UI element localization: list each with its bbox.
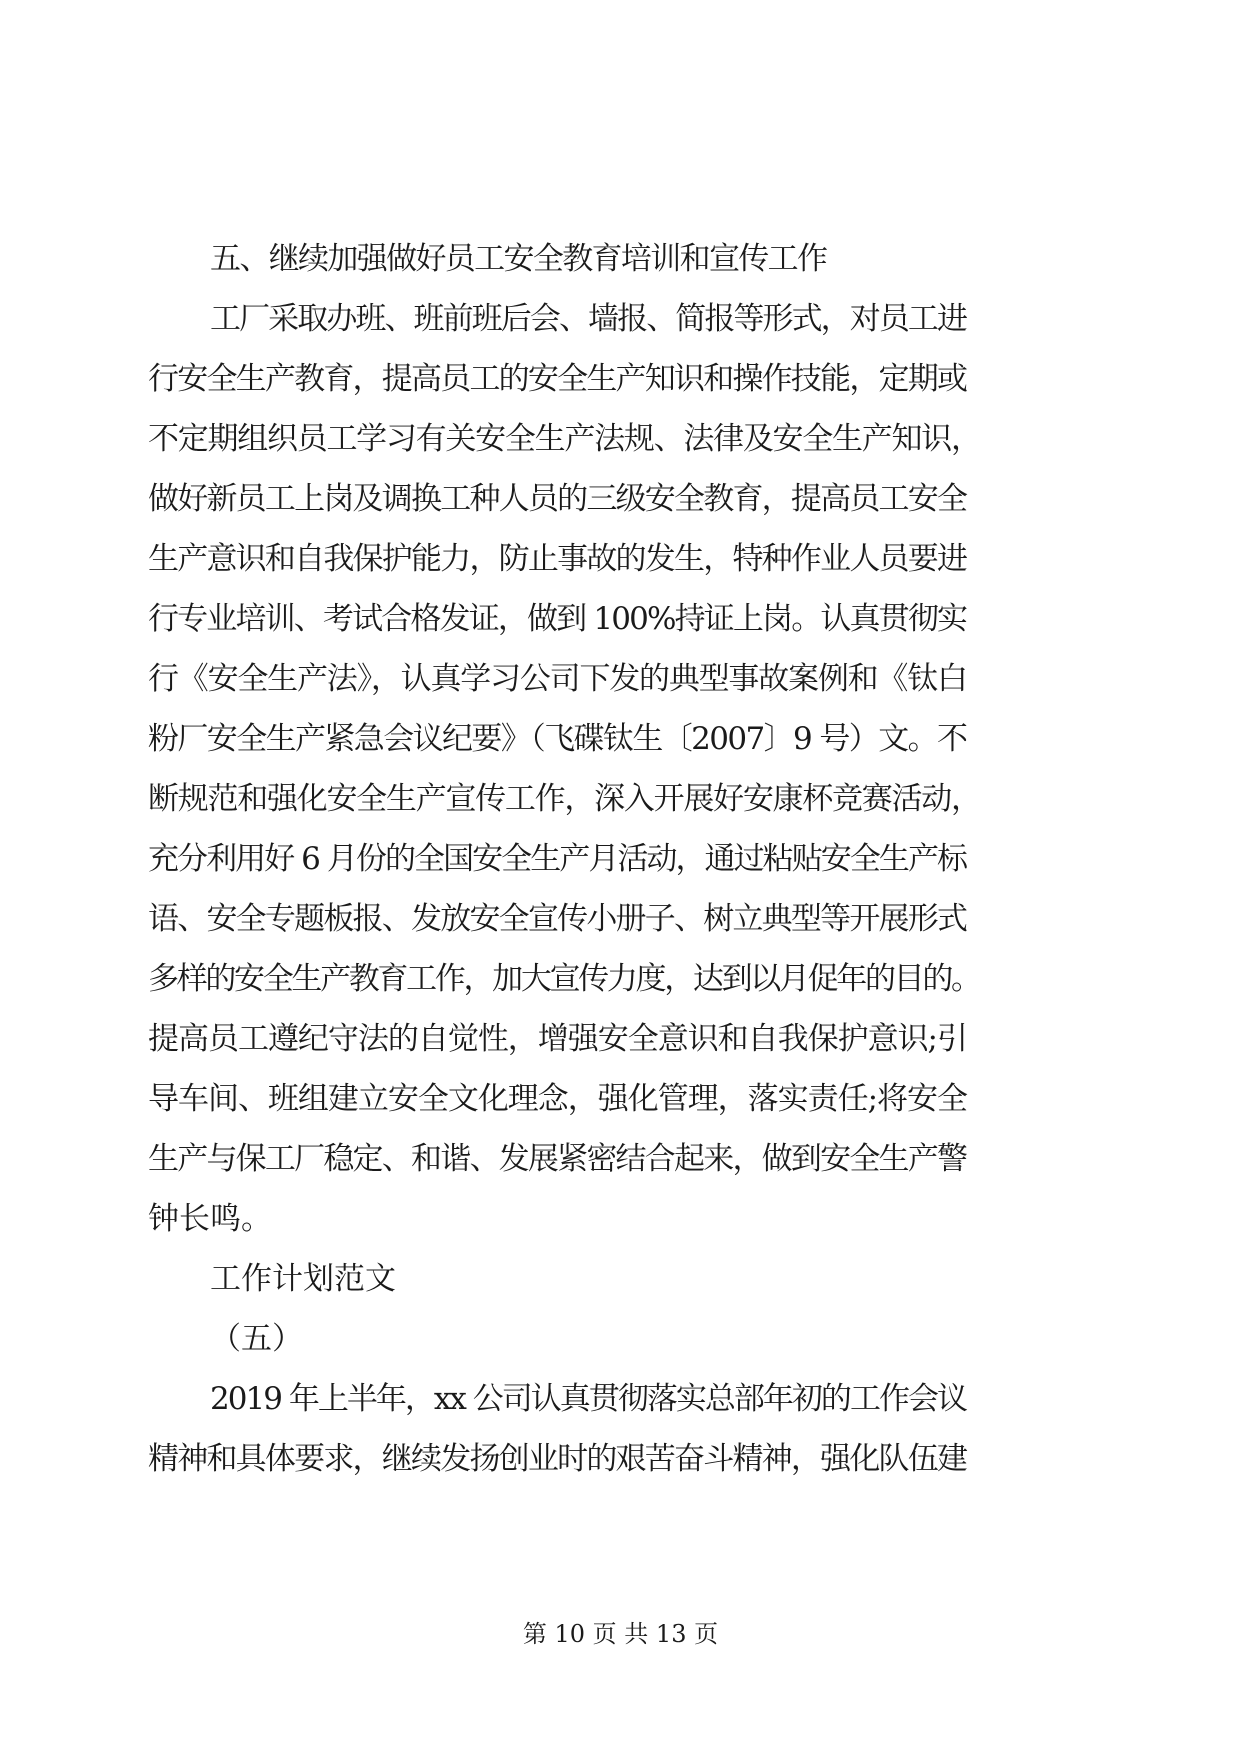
text-line-content: 行安全生产教育，提高员工的安全生产知识和操作技能，定期或: [148, 361, 967, 397]
text-line: [0, 1189, 1241, 1249]
text-line-content: 断规范和强化安全生产宣传工作，深入开展好安康杯竞赛活动，: [148, 781, 981, 817]
text-line: [0, 289, 1241, 349]
text-line: [0, 709, 1241, 769]
text-line: [0, 1069, 1241, 1129]
text-line-content: 精神和具体要求，继续发扬创业时的艰苦奋斗精神，强化队伍建: [148, 1441, 967, 1477]
text-line-content: 工作计划范文: [210, 1261, 396, 1297]
text-line-content: 行专业培训、考试合格发证，做到 100%持证上岗。认真贯彻实: [148, 601, 967, 637]
text-line-content: 语、安全专题板报、发放安全宣传小册子、树立典型等开展形式: [148, 901, 967, 937]
text-line: [0, 349, 1241, 409]
text-line: [0, 1249, 1241, 1309]
text-line-content: 做好新员工上岗及调换工种人员的三级安全教育，提高员工安全: [148, 481, 967, 517]
text-line-content: 钟长鸣。: [148, 1201, 272, 1237]
text-line-content: 生产意识和自我保护能力，防止事故的发生，特种作业人员要进: [148, 541, 967, 577]
text-line-content: 工厂采取办班、班前班后会、墙报、简报等形式，对员工进: [210, 301, 967, 337]
text-line-content: （五）: [210, 1321, 303, 1357]
text-line-content: 提高员工遵纪守法的自觉性，增强安全意识和自我保护意识;引: [148, 1021, 967, 1057]
text-line-content: 多样的安全生产教育工作，加大宣传力度，达到以月促年的目的。: [148, 961, 980, 997]
text-line-content: 2019 年上半年，xx 公司认真贯彻落实总部年初的工作会议: [210, 1381, 967, 1417]
text-line: [0, 1129, 1241, 1189]
text-line: [0, 769, 1241, 829]
text-line-content: 行《安全生产法》，认真学习公司下发的典型事故案例和《钛白: [148, 661, 967, 697]
text-line: [0, 1369, 1241, 1429]
text-line-content: 五、继续加强做好员工安全教育培训和宣传工作: [210, 241, 827, 277]
text-line: [0, 229, 1241, 289]
text-line: [0, 889, 1241, 949]
text-line: [0, 1309, 1241, 1369]
page-footer: 第 10 页 共 13 页: [522, 1620, 719, 1648]
text-line: [0, 589, 1241, 649]
text-line: [0, 1009, 1241, 1069]
text-line: [0, 529, 1241, 589]
text-line: [0, 949, 1241, 1009]
text-line-content: 不定期组织员工学习有关安全生产法规、法律及安全生产知识，: [148, 421, 981, 457]
text-line: [0, 829, 1241, 889]
text-line: [0, 469, 1241, 529]
text-line-content: 导车间、班组建立安全文化理念，强化管理，落实责任;将安全: [148, 1081, 967, 1117]
text-line: [0, 649, 1241, 709]
text-line-content: 粉厂安全生产紧急会议纪要》（飞碟钛生〔2007〕9 号）文。不: [148, 721, 967, 757]
text-line: [0, 1429, 1241, 1489]
text-line: [0, 409, 1241, 469]
text-line-content: 生产与保工厂稳定、和谐、发展紧密结合起来，做到安全生产警: [148, 1141, 967, 1177]
text-line-content: 充分利用好 6 月份的全国安全生产月活动，通过粘贴安全生产标: [148, 841, 967, 877]
